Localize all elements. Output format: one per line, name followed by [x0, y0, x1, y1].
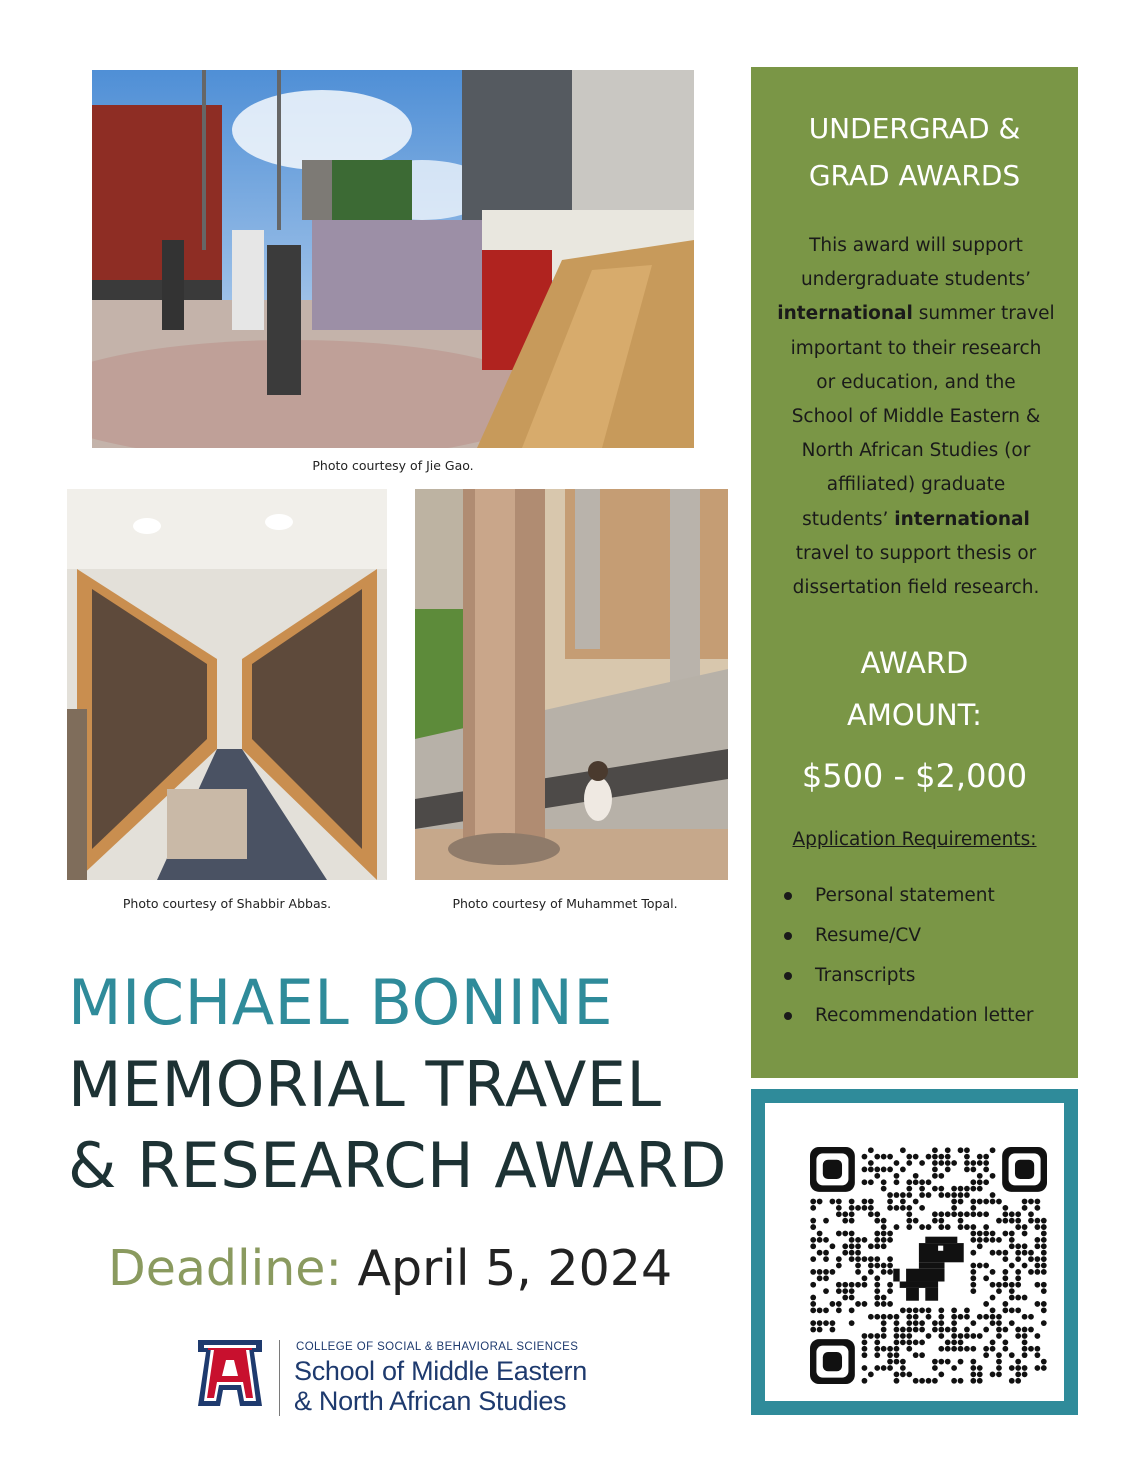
list-item: Resume/CV	[781, 922, 1033, 962]
photo-street-scene	[92, 70, 694, 448]
award-description	[769, 229, 1063, 605]
list-item: Personal statement	[781, 882, 1033, 922]
description-line: undergraduate students’	[800, 269, 1032, 291]
bullet-icon	[784, 932, 792, 940]
panel-heading-line2: GRAD AWARDS	[808, 159, 1021, 192]
description-line: School of Middle Eastern &	[791, 406, 1041, 428]
description-line: dissertation field research.	[792, 577, 1040, 599]
list-item: Transcripts	[781, 962, 1033, 1002]
description-line: important to their research	[790, 337, 1042, 359]
award-amount: $500 - $2,000	[801, 757, 1028, 795]
deadline-label: Deadline:	[108, 1240, 342, 1297]
requirements-list	[781, 882, 1033, 1042]
description-line: North African Studies (or	[801, 440, 1031, 462]
school-name	[294, 1356, 587, 1416]
list-item: Recommendation letter	[781, 1002, 1033, 1042]
description-line: affiliated) graduate	[826, 474, 1006, 496]
school-name-line1: School of Middle Eastern	[294, 1356, 587, 1386]
bullet-icon	[784, 972, 792, 980]
description-line: travel to support thesis or	[795, 542, 1037, 564]
university-logo-icon	[196, 1338, 264, 1408]
photo-caption: Photo courtesy of Jie Gao.	[312, 458, 474, 473]
award-title-line3: & RESEARCH AWARD	[68, 1129, 728, 1202]
deadline-date: April 5, 2024	[357, 1240, 673, 1297]
qr-code-dinosaur-icon	[810, 1147, 1047, 1384]
award-info-panel	[751, 67, 1078, 1078]
photo-courtyard-cat	[415, 489, 728, 880]
description-line: or education, and the	[816, 371, 1016, 393]
bullet-icon	[784, 892, 792, 900]
deadline	[108, 1240, 672, 1297]
requirements-heading: Application Requirements:	[792, 829, 1037, 850]
panel-heading-line1: UNDERGRAD &	[808, 112, 1021, 145]
college-name: COLLEGE OF SOCIAL & BEHAVIORAL SCIENCES	[296, 1341, 579, 1353]
photo-library	[67, 489, 387, 880]
school-name-line2: & North African Studies	[294, 1386, 567, 1416]
bullet-icon	[784, 1012, 792, 1020]
photo-caption: Photo courtesy of Shabbir Abbas.	[122, 896, 332, 911]
description-line: students’ international	[802, 508, 1030, 530]
logo-divider	[279, 1340, 280, 1416]
award-title-line2: MEMORIAL TRAVEL	[68, 1048, 662, 1121]
award-amount-heading: AWARD AMOUNT:	[847, 646, 982, 732]
award-title-name: MICHAEL BONINE	[68, 966, 613, 1039]
qr-code-frame	[751, 1089, 1078, 1415]
description-line: This award will support	[809, 235, 1023, 256]
qr-code[interactable]	[765, 1103, 1064, 1401]
photo-caption: Photo courtesy of Muhammet Topal.	[452, 896, 678, 911]
description-line: international summer travel	[777, 303, 1055, 325]
